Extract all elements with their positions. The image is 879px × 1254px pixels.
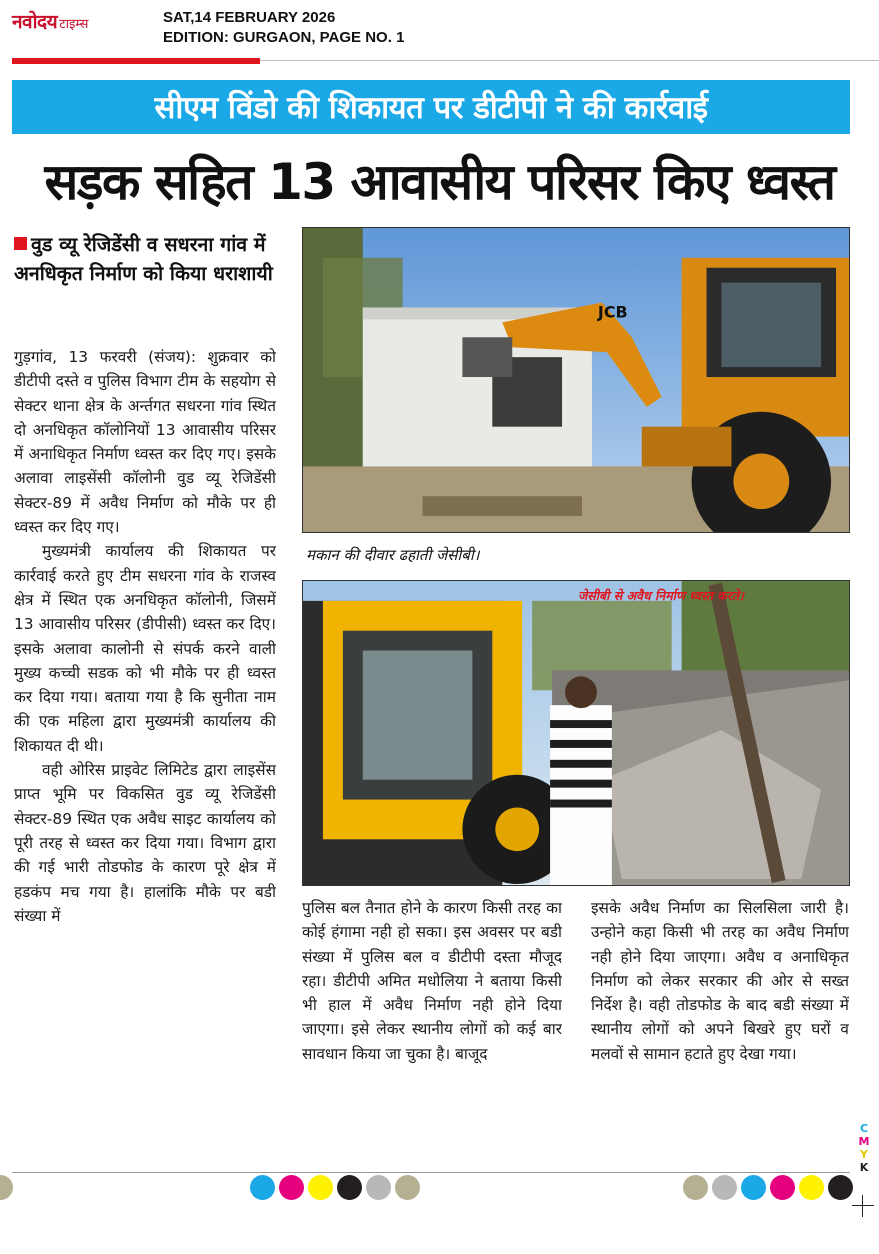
- subheadline-text: वुड व्यू रेजिडेंसी व सधरना गांव में अनधिकृत निर्माण को किया धराशायी: [14, 233, 273, 285]
- registration-dot: [828, 1175, 853, 1200]
- article-paragraph: गुड़गांव, 13 फरवरी (संजय): शुक्रवार को डीटीपी दस्ते व पुलिस विभाग टीम के सहयोग से सेक्टर थाना क्षेत्र के अर्न्तगत सधरना गांव स्थित दो अनधिकृत कॉलोनियों 13 आवासीय परिसर में अनाधिकृत निर्माण ध्वस्त कर दिए गए। इसके अलावा लाइसेंसी कॉलोनी वुड व्यू रेजिडेंसी सेक्टर-89 में अवैध निर्माण को मौके पर ही ध्वस्त कर दिए गए।: [14, 348, 276, 537]
- masthead-red-rule: [12, 58, 260, 64]
- photo-jcb-debris: [302, 580, 850, 886]
- masthead: [0, 0, 879, 58]
- edition-info: [163, 8, 404, 48]
- subheadline: [14, 230, 284, 288]
- main-headline: सड़क सहित 13 आवासीय परिसर किए ध्वस्त: [44, 153, 835, 211]
- registration-dot: [337, 1175, 362, 1200]
- photo-2-caption: जेसीबी से अवैध निर्माण ध्वस्त करते।: [578, 588, 744, 603]
- registration-dot: [770, 1175, 795, 1200]
- photo-jcb-demolishing-wall: [302, 227, 850, 533]
- newspaper-logo: [12, 8, 88, 36]
- cmyk-mark: [855, 1122, 873, 1174]
- registration-dot: [250, 1175, 275, 1200]
- kicker-banner: सीएम विंडो की शिकायत पर डीटीपी ने की कार्रवाई: [12, 80, 850, 134]
- red-square-bullet-icon: [14, 237, 27, 250]
- cmyk-letter: C: [859, 1122, 869, 1135]
- registration-dot: [395, 1175, 420, 1200]
- registration-dot: [712, 1175, 737, 1200]
- registration-dot: [366, 1175, 391, 1200]
- registration-dot: [0, 1175, 13, 1200]
- photo-1-caption: मकान की दीवार ढहाती जेसीबी।: [306, 546, 480, 564]
- registration-dot: [741, 1175, 766, 1200]
- article-paragraph: इसके अवैध निर्माण का सिलसिला जारी है। उन्होने कहा किसी भी तरह का अवैध निर्माण नही होने दिया जाएगा। अवैध व अनाधिकृत निर्माण को लेकर सरकार की ओर से सख्त निर्देश है। वही तोडफोड के बाद बडी संख्या में स्थानीय लोगों को अपने बिखरे हुए घरों व मलवों से सामान हटाते हुए देखा गया।: [591, 899, 849, 1063]
- registration-dot: [683, 1175, 708, 1200]
- logo-sub-text: टाइम्स: [59, 17, 89, 32]
- registration-dot: [308, 1175, 333, 1200]
- edition-date: SAT,14 FEBRUARY 2026: [163, 9, 336, 26]
- article-paragraph: वही ओरिस प्राइवेट लिमिटेड द्वारा लाइसेंस प्राप्त भूमि पर विकसित वुड व्यू रेजिडेंसी सेक्टर-89 स्थित एक अवैध साइट कार्यालय को पूरी तरह से ध्वस्त कर दिया गया। विभाग द्वारा की गई भारी तोडफोड के कारण पूरे क्षेत्र में हडकंप मच गया है। हालांकि मौके पर बडी संख्या में: [14, 761, 276, 925]
- article-column-2: [302, 896, 562, 1144]
- cmyk-letter: M: [858, 1135, 870, 1148]
- photo-2-illustration: [303, 581, 849, 885]
- registration-cross-icon: [852, 1195, 874, 1217]
- registration-dot: [279, 1175, 304, 1200]
- color-registration-dots-right: [683, 1175, 853, 1200]
- logo-main-text: नवोदय: [12, 11, 58, 33]
- cmyk-letter: K: [859, 1161, 869, 1174]
- article-paragraph: मुख्यमंत्री कार्यालय की शिकायत पर कार्रवाई करते हुए टीम सधरना गांव के राजस्व क्षेत्र में स्थित एक अनधिकृत कॉलोनी, जिसमें 13 आवासीय परिसर (डीपीसी) ध्वस्त कर दिए। इसके अलावा कालोनी से संपर्क करने वाली मुख्य कच्ची सडक को भी मौके पर ही ध्वस्त कर दिया गया। बताया गया है कि सुनीता नाम की एक महिला द्वारा मुख्यमंत्री कार्यालय की शिकायत दी थी।: [14, 542, 276, 755]
- article-column-1: [14, 345, 276, 1140]
- masthead-grey-rule: [260, 60, 879, 61]
- registration-dot: [799, 1175, 824, 1200]
- bottom-rule: [12, 1172, 850, 1173]
- photo-1-illustration: [303, 228, 849, 532]
- article-paragraph: पुलिस बल तैनात होने के कारण किसी तरह का कोई हंगामा नही हो सका। इस अवसर पर बडी संख्या में पुलिस बल व डीटीपी दस्ता मौजूद रहा। डीटीपी अमित मधोलिया ने बताया किसी भी हाल में अवैध निर्माण नही होने दिया जाएगा। इसे लेकर स्थानीय लोगों को कई बार सावधान किया जा चुका है। बाजूद: [302, 899, 562, 1063]
- color-registration-dots-left: [250, 1175, 420, 1200]
- article-column-3: [591, 896, 849, 1144]
- edition-page: EDITION: GURGAON, PAGE NO. 1: [163, 29, 405, 46]
- photo-1-jcb-logo: JCB: [597, 302, 628, 322]
- cmyk-letter: Y: [860, 1148, 868, 1161]
